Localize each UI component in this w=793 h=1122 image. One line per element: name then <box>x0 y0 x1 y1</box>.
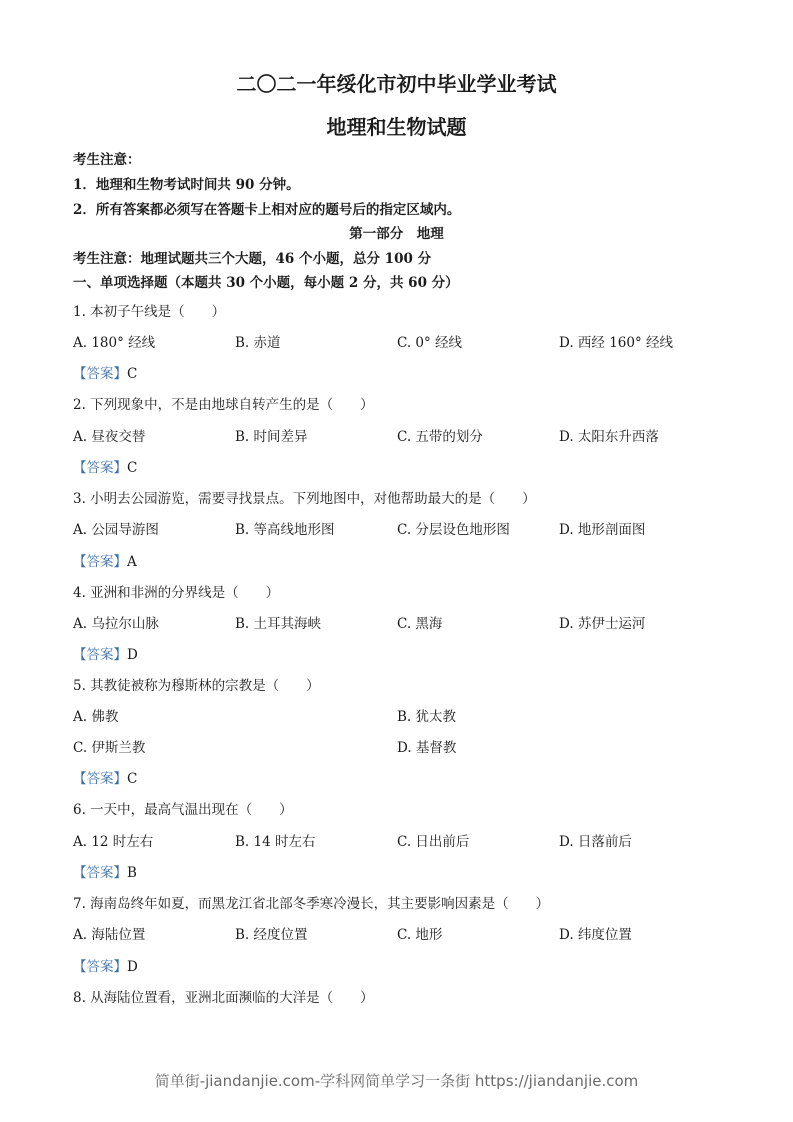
answer-value: D <box>127 959 138 975</box>
q2-answer <box>73 456 137 476</box>
answer-label: 【答案】 <box>73 460 127 476</box>
q3-option-d: D. 地形剖面图 <box>559 522 646 538</box>
answer-label: 【答案】 <box>73 865 127 881</box>
question-8: 8. 从海陆位置看，亚洲北面濒临的大洋是（ ） <box>73 990 374 1006</box>
q6-option-c: C. 日出前后 <box>397 834 470 850</box>
question-3: 3. 小明去公园游览，需要寻找景点。下列地图中，对他帮助最大的是（ ） <box>73 491 536 507</box>
question-2: 2. 下列现象中，不是由地球自转产生的是（ ） <box>73 397 374 413</box>
exam-subtitle: 地理和生物试题 <box>326 115 467 139</box>
q7-option-b: B. 经度位置 <box>235 927 308 943</box>
answer-value: C <box>127 366 138 382</box>
exam-title: 二〇二一年绥化市初中毕业学业考试 <box>236 72 557 96</box>
question-6: 6. 一天中，最高气温出现在（ ） <box>73 802 293 818</box>
q4-answer <box>73 643 138 663</box>
q5-option-c: C. 伊斯兰教 <box>73 740 146 756</box>
question-1: 1. 本初子午线是（ ） <box>73 304 226 320</box>
part-notice: 考生注意：地理试题共三个大题，46 个小题，总分 100 分 <box>73 251 432 267</box>
answer-value: C <box>127 771 138 787</box>
answer-label: 【答案】 <box>73 647 127 663</box>
q5-option-b: B. 犹太教 <box>397 709 457 725</box>
q7-option-a: A. 海陆位置 <box>73 927 146 943</box>
q3-answer <box>73 550 137 570</box>
q2-option-b: B. 时间差异 <box>235 429 308 445</box>
q7-answer <box>73 955 138 975</box>
q1-answer <box>73 362 137 382</box>
q2-option-a: A. 昼夜交替 <box>73 429 146 445</box>
q2-option-c: C. 五带的划分 <box>397 429 483 445</box>
answer-value: B <box>127 865 137 881</box>
q1-option-d: D. 西经 160° 经线 <box>559 335 674 351</box>
answer-value: A <box>127 554 137 570</box>
answer-value: D <box>127 647 138 663</box>
q3-option-a: A. 公园导游图 <box>73 522 159 538</box>
answer-label: 【答案】 <box>73 959 127 975</box>
question-5: 5. 其教徒被称为穆斯林的宗教是（ ） <box>73 678 320 694</box>
section-heading: 一、单项选择题（本题共 30 个小题，每小题 2 分，共 60 分） <box>73 275 459 291</box>
notice-item-1: 1．地理和生物考试时间共 90 分钟。 <box>73 177 300 193</box>
q7-option-d: D. 纬度位置 <box>559 927 632 943</box>
page-footer: 简单街-jiandanjie.com-学科网简单学习一条街 https://jiandanjie.com <box>154 1072 639 1090</box>
q6-option-d: D. 日落前后 <box>559 834 632 850</box>
q5-answer <box>73 767 137 787</box>
answer-label: 【答案】 <box>73 554 127 570</box>
notice-item-2: 2．所有答案都必须写在答题卡上相对应的题号后的指定区域内。 <box>73 202 461 218</box>
question-4: 4. 亚洲和非洲的分界线是（ ） <box>73 585 280 601</box>
question-7: 7. 海南岛终年如夏，而黑龙江省北部冬季寒冷漫长，其主要影响因素是（ ） <box>73 896 550 912</box>
q1-option-b: B. 赤道 <box>235 335 281 351</box>
q5-option-a: A. 佛教 <box>73 709 119 725</box>
q1-option-c: C. 0° 经线 <box>397 335 463 351</box>
q6-answer <box>73 861 137 881</box>
q7-option-c: C. 地形 <box>397 927 443 943</box>
answer-label: 【答案】 <box>73 771 127 787</box>
q4-option-b: B. 土耳其海峡 <box>235 616 322 632</box>
q4-option-c: C. 黑海 <box>397 616 443 632</box>
q6-option-a: A. 12 时左右 <box>73 834 154 850</box>
q3-option-c: C. 分层设色地形图 <box>397 522 510 538</box>
answer-value: C <box>127 460 138 476</box>
q4-option-a: A. 乌拉尔山脉 <box>73 616 159 632</box>
q4-option-d: D. 苏伊士运河 <box>559 616 646 632</box>
q6-option-b: B. 14 时左右 <box>235 834 316 850</box>
q5-option-d: D. 基督教 <box>397 740 457 756</box>
answer-label: 【答案】 <box>73 366 127 382</box>
q2-option-d: D. 太阳东升西落 <box>559 429 659 445</box>
q1-option-a: A. 180° 经线 <box>73 335 156 351</box>
part-title: 第一部分 地理 <box>349 226 444 242</box>
notice-heading: 考生注意： <box>73 152 141 168</box>
q3-option-b: B. 等高线地形图 <box>235 522 335 538</box>
